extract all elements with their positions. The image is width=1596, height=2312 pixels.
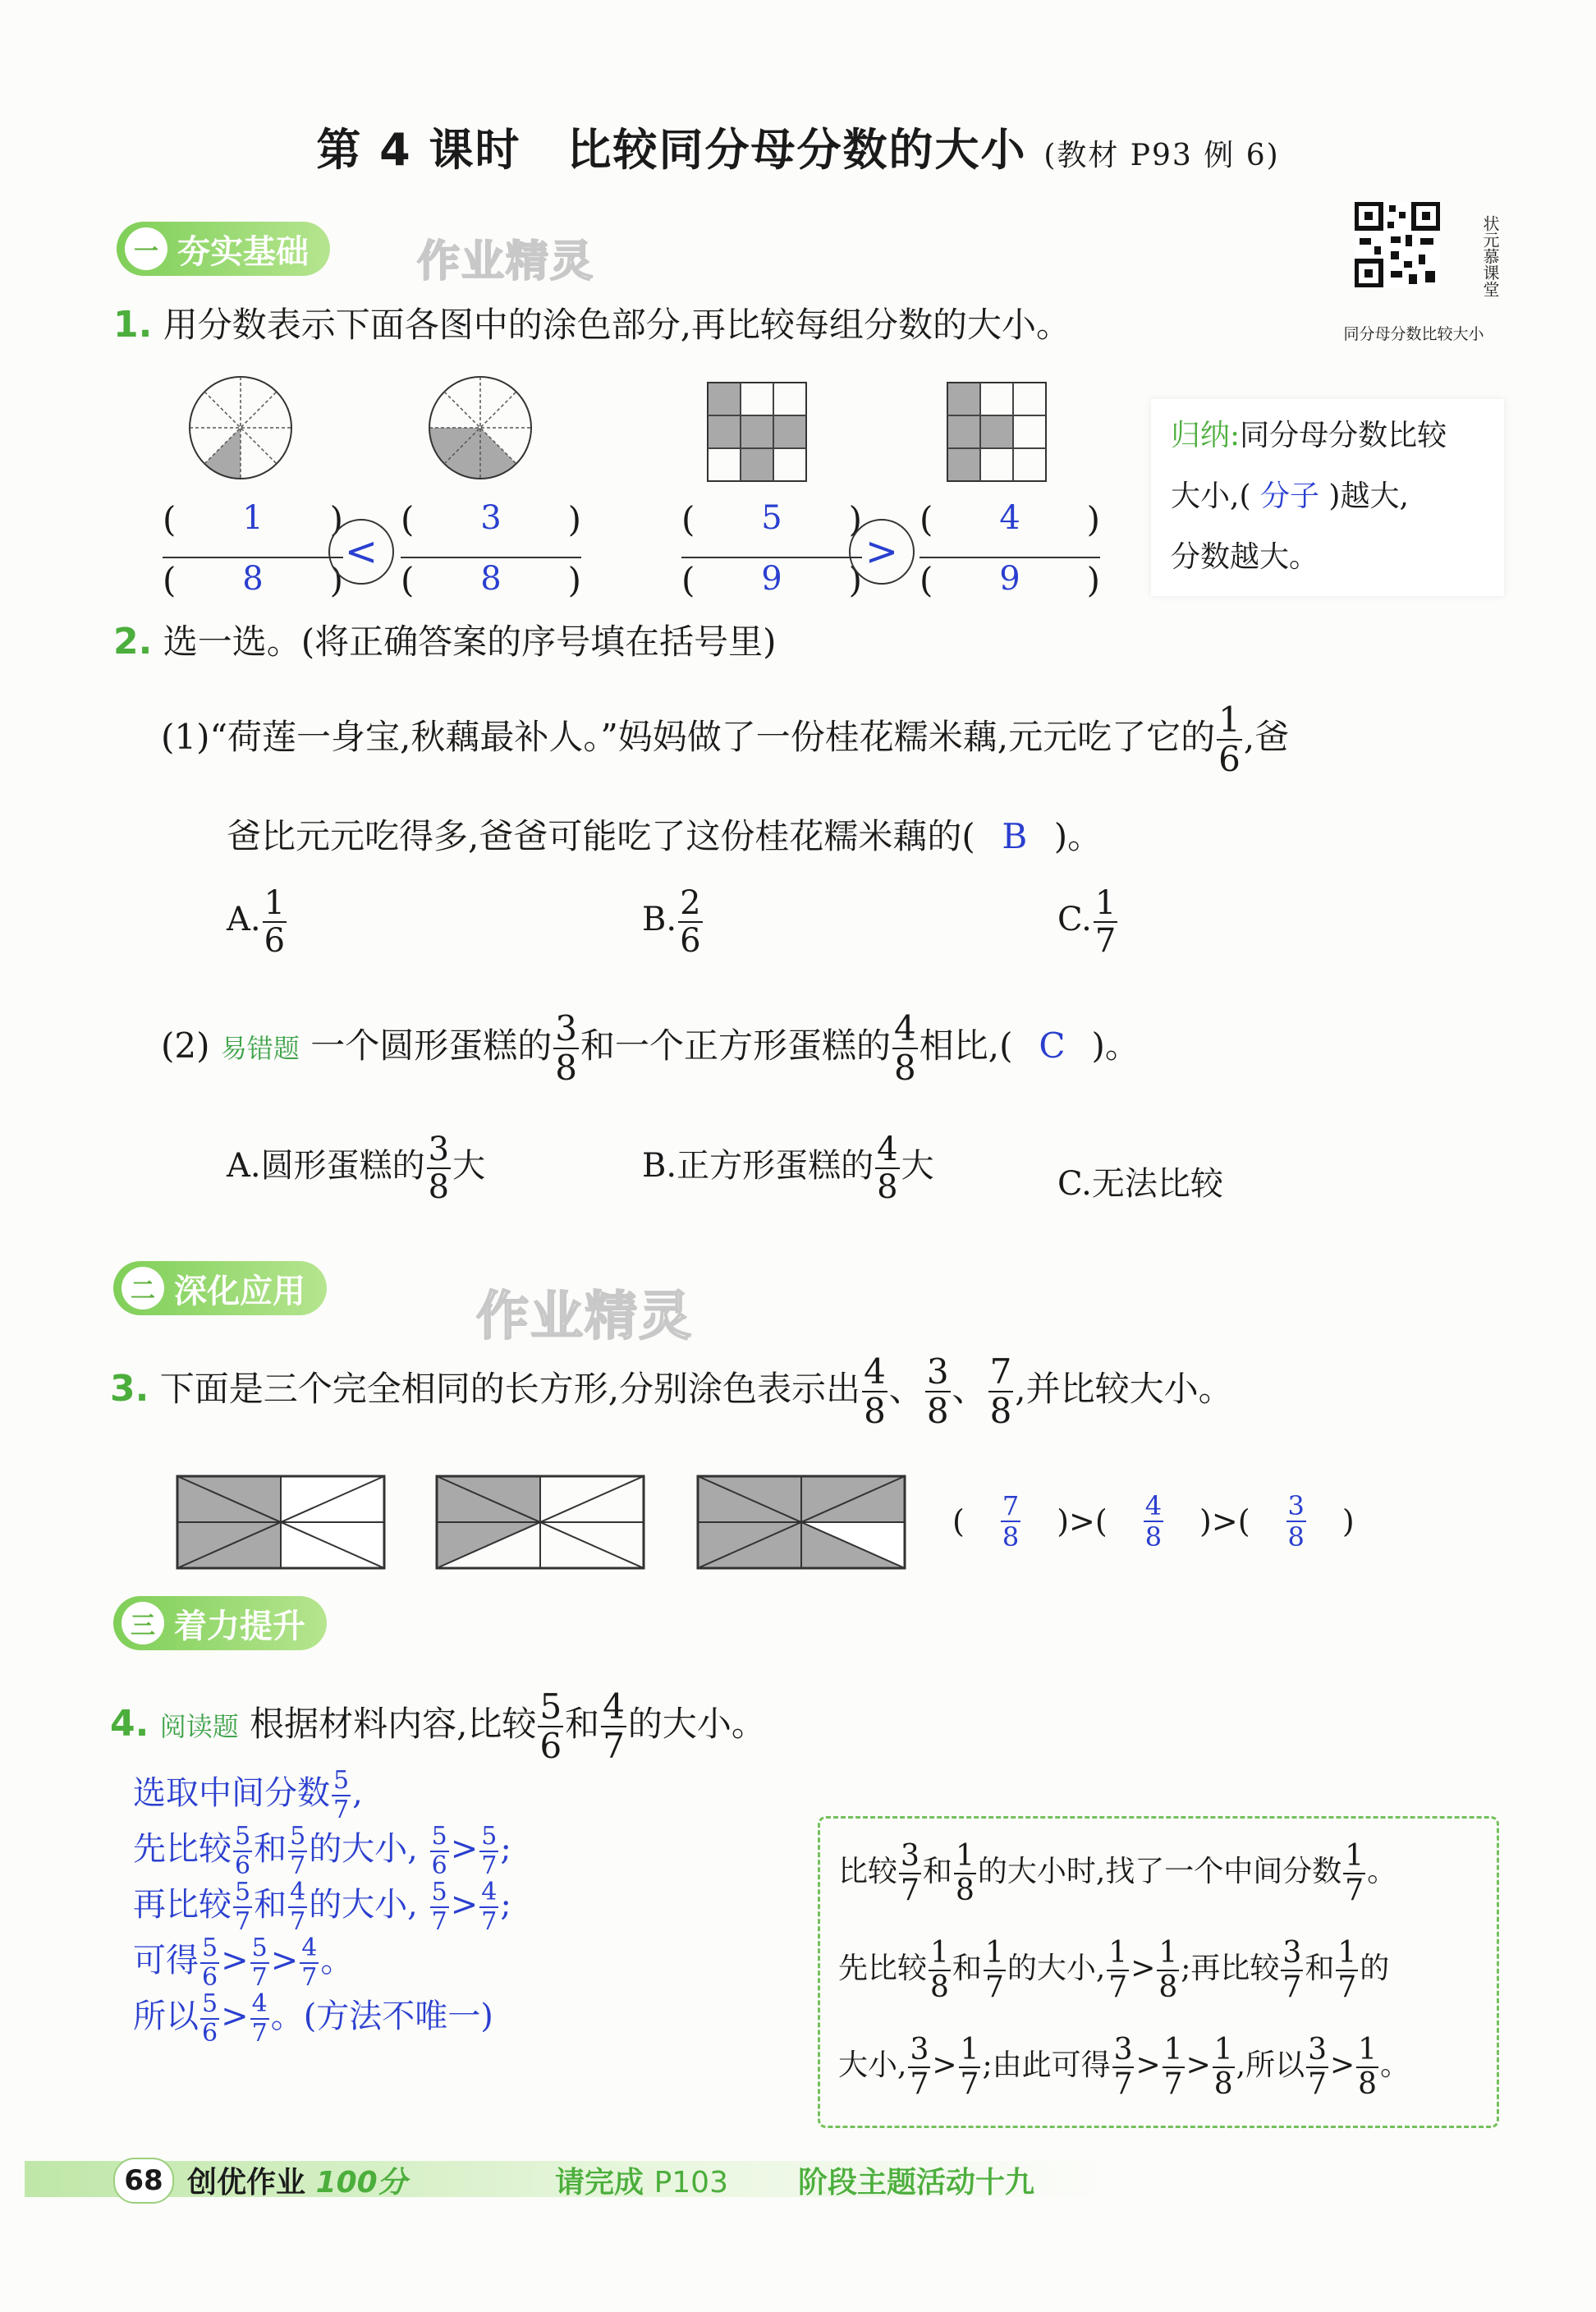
option-c: C. $\frac{1}{7}$ bbox=[1057, 884, 1117, 960]
question-number: 2. bbox=[113, 621, 153, 663]
option-a: A. $\frac{1}{6}$ bbox=[227, 884, 286, 960]
option-a: A.圆形蛋糕的 $\frac{3}{8}$ 大 bbox=[227, 1131, 486, 1206]
watermark: 作业精灵 bbox=[476, 1287, 693, 1347]
question-2-1: (1)“荷莲一身宝,秋藕最补人。”妈妈做了一份桂花糯米藕,元元吃了它的 $\frac{1}{6}$ ,爸 bbox=[161, 700, 1290, 779]
rectangle-diagram-3 bbox=[696, 1475, 910, 1571]
grid-diagram-2 bbox=[946, 381, 1049, 484]
question-2-2: (2) 易错题 一个圆形蛋糕的 $\frac{3}{8}$ 和一个正方形蛋糕的 $\frac{4}{8}$ 相比,( C )。 bbox=[161, 1008, 1140, 1088]
option-c: C.无法比较 bbox=[1057, 1165, 1223, 1203]
qr-side-text: 状元慕课堂 bbox=[1480, 215, 1500, 297]
footer-activity[interactable]: 阶段主题活动十九 bbox=[798, 2166, 1035, 2200]
grid-diagram-1 bbox=[706, 381, 809, 484]
footer-todo[interactable]: 请完成 P103 bbox=[555, 2166, 728, 2200]
question-text: 选一选。(将正确答案的序号填在括号里) bbox=[163, 622, 777, 662]
section-badge: 三 bbox=[122, 1602, 164, 1645]
question-2-1-cont: 爸比元元吃得多,爸爸可能吃了这份桂花糯米藕的( B )。 bbox=[227, 816, 1103, 856]
qr-caption: 同分母分数比较大小 bbox=[1343, 325, 1484, 343]
watermark: 作业精灵 bbox=[417, 237, 595, 287]
question-1 bbox=[113, 304, 1071, 347]
question-4: 4. 阅读题 根据材料内容,比较 $\frac{5}{6}$ 和 $\frac{4}{7}$ 的大小。 bbox=[110, 1686, 766, 1766]
option-b: B.正方形蛋糕的 $\frac{4}{8}$ 大 bbox=[642, 1131, 934, 1206]
answer-2-1: B bbox=[1002, 816, 1028, 856]
summary-box: 归纳:同分母分数比较 大小,( 分子 )越大, 分数越大。 bbox=[1151, 399, 1504, 596]
footer-brand: 创优作业 100分 bbox=[187, 2166, 407, 2200]
option-b: B. $\frac{2}{6}$ bbox=[642, 884, 701, 960]
answer-2-2: C bbox=[1039, 1025, 1066, 1066]
section-badge: 二 bbox=[122, 1267, 164, 1310]
page-number: 68 bbox=[113, 2158, 174, 2204]
question-3: 3. 下面是三个完全相同的长方形,分别涂色表示出 $\frac{4}{8}$ 、 $\frac{3}{8}$ 、 $\frac{7}{8}$ ,并比较大小。 bbox=[110, 1351, 1233, 1431]
section-badge: 一 bbox=[125, 227, 167, 270]
compare-symbol-2: > bbox=[849, 519, 915, 585]
question-2 bbox=[113, 621, 776, 664]
error-prone-tag: 易错题 bbox=[220, 1033, 300, 1064]
q4-worked-answer: 选取中间分数 $\frac{5}{7}$ , 先比较 $\frac{5}{6}$ 和 $\frac{5}{7}$ 的大小, $\frac{5}{6}$ > $\frac{5}{7}$ ; 再比较 $\frac{5}{7}$ 和 $\frac{4}{7}$ 的大小, $\frac{5}{7}$ > $\frac{4}{7}$ ; 可得 $\frac{5}{6}$ > $\frac{5}{7}$ > $\frac{4}{7}$ 。 所以 $\frac{5}{6}$ > $\frac{4}{7}$ 。(方法不唯一) bbox=[133, 1766, 511, 2048]
question-number: 3. bbox=[110, 1368, 149, 1410]
section-banner-apply: 二 深化应用 bbox=[113, 1261, 327, 1315]
rectangle-diagram-2 bbox=[435, 1475, 649, 1571]
qr-code-icon[interactable] bbox=[1355, 202, 1440, 287]
compare-symbol-1: < bbox=[328, 519, 394, 585]
circle-diagram-2 bbox=[427, 374, 534, 481]
circle-diagram-1 bbox=[187, 374, 294, 481]
question-number: 4. bbox=[110, 1703, 149, 1745]
question-number: 1. bbox=[113, 304, 153, 346]
rectangle-diagram-1 bbox=[176, 1475, 389, 1571]
section-banner-improve: 三 着力提升 bbox=[113, 1596, 327, 1650]
section-banner-basic: 一 夯实基础 bbox=[117, 222, 330, 276]
page-title: 第 4 课时 比较同分母分数的大小 (教材 P93 例 6) bbox=[316, 124, 1280, 176]
reading-tag: 阅读题 bbox=[159, 1711, 239, 1742]
q3-answer-row: ( $\frac{7}{8}$ )>( $\frac{4}{8}$ )>( $\frac{3}{8}$ ) bbox=[952, 1490, 1355, 1553]
summary-answer: 分子 bbox=[1259, 479, 1319, 513]
question-text: 用分数表示下面各图中的涂色部分,再比较每组分数的大小。 bbox=[163, 305, 1071, 345]
reading-material-box: 比较 $\frac{3}{7}$ 和 $\frac{1}{8}$ 的大小时,找了一个中间分数 $\frac{1}{7}$ 。 先比较 $\frac{1}{8}$ 和 $\frac{1}{7}$ 的大小, $\frac{1}{7}$ > $\frac{1}{8}$ ;再比较 $\frac{3}{7}$ 和 $\frac{1}{7}$ 的 大小, $\frac{3}{7}$ > $\frac{1}{7}$ ;由此可得 $\frac{3}{7}$ > $\frac{1}{7}$ > $\frac{1}{8}$ ,所以 $\frac{3}{7}$ > $\frac{1}{8}$ 。 bbox=[818, 1816, 1499, 2128]
